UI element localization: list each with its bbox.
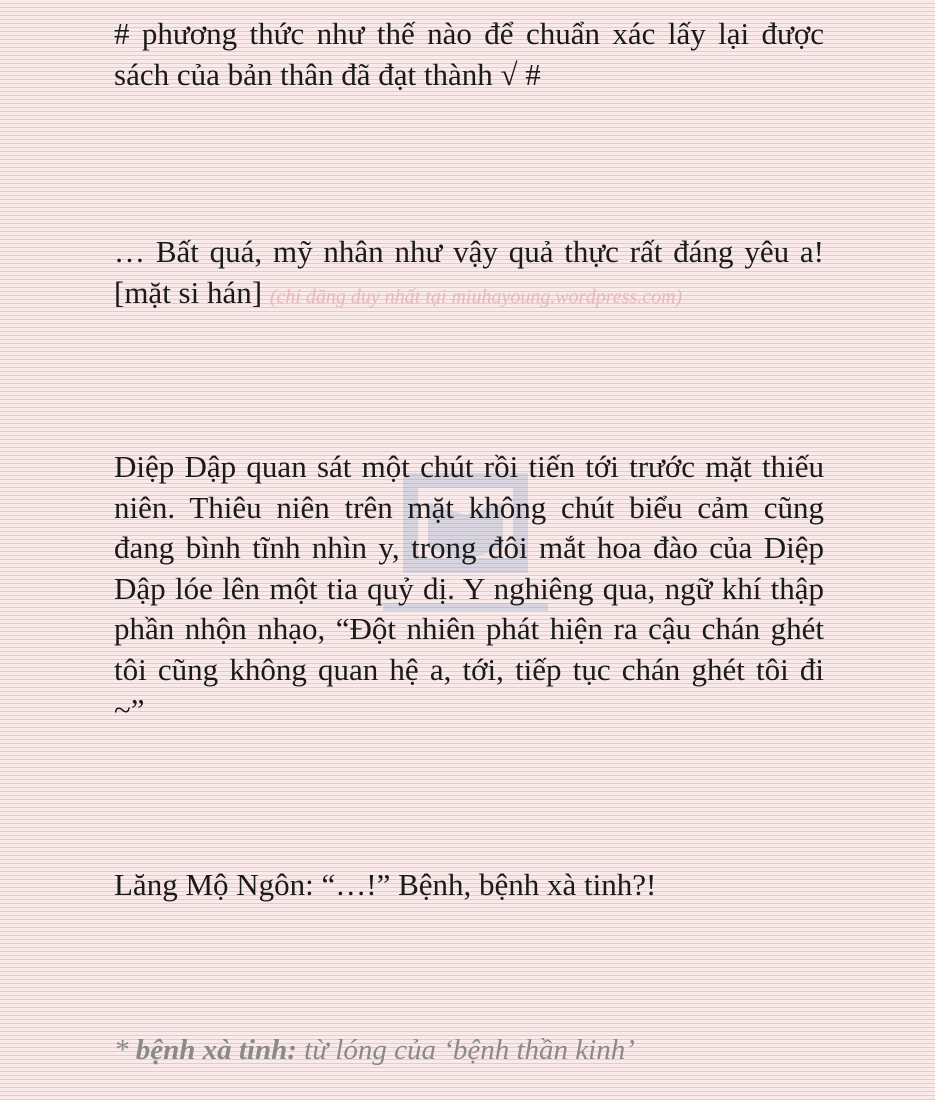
footnote-marker: * (114, 1034, 136, 1066)
paragraph-line: ~” (114, 692, 145, 727)
paragraph-line: tôi cũng không quan hệ a, tới, tiếp tục chán ghét tôi đi (114, 651, 824, 687)
paragraph-3 (114, 447, 824, 731)
bracket-expression: [mặt si hán] (114, 274, 263, 310)
paragraph-line: niên. Thiêu niên trên mặt không chút biểu cảm cũng (114, 489, 824, 525)
paragraph-2 (114, 232, 824, 317)
paragraph-line: # phương thức như thế nào để chuẩn xác lấy lại được (114, 16, 824, 51)
footnote (114, 1030, 635, 1070)
watermark-text: (chỉ đăng duy nhất tại miuhayoung.wordpress.com) (269, 285, 683, 308)
footnote-term: bệnh xà tinh: (135, 1034, 297, 1066)
paragraph-line: Dập lóe lên một tia quỷ dị. Y nghiêng qua, ngữ khí thập (114, 570, 824, 606)
paragraph-line (114, 273, 824, 318)
paragraph-line: Lăng Mộ Ngôn: “…!” Bệnh, bệnh xà tinh?! (114, 867, 657, 902)
paragraph-1 (114, 14, 824, 95)
paragraph-line: sách của bản thân đã đạt thành √ # (114, 56, 541, 92)
paragraph-line: đang bình tĩnh nhìn y, trong đôi mắt hoa đào của Diệp (114, 530, 824, 565)
paragraph-line: … Bất quá, mỹ nhân như vậy quả thực rất đáng yêu a! (114, 234, 824, 269)
paragraph-4 (114, 865, 824, 906)
footnote-definition: từ lóng của ‘bệnh thần kinh’ (296, 1034, 635, 1066)
paragraph-line: Diệp Dập quan sát một chút rồi tiến tới trước mặt thiếu (114, 449, 824, 484)
paragraph-line: phần nhộn nhạo, “Đột nhiên phát hiện ra cậu chán ghét (114, 611, 824, 646)
